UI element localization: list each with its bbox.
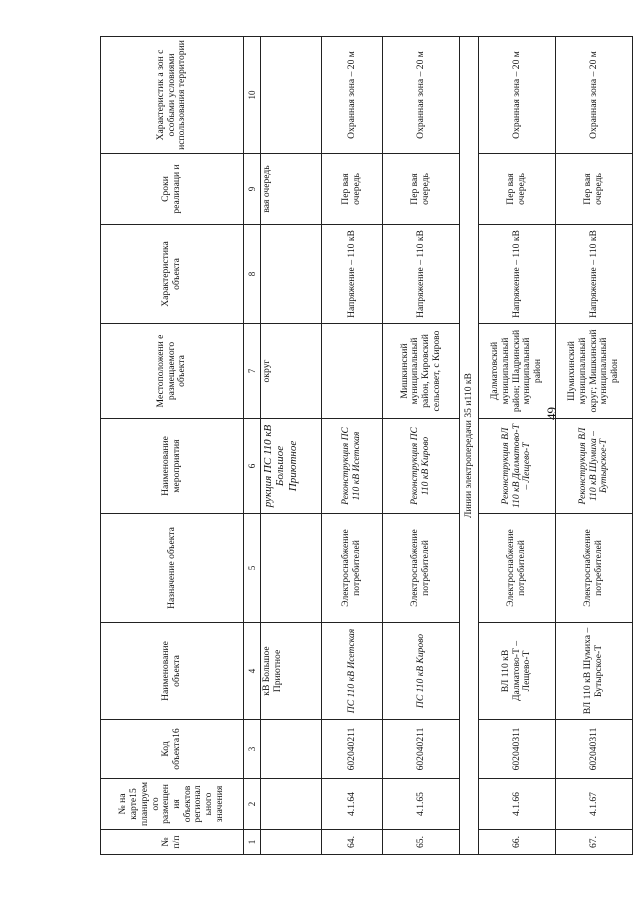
column-number: 2 <box>244 779 261 830</box>
header-cell-map-number: № на карте15 планируем ого размещен ия объектов регионал ьного значения <box>101 779 244 830</box>
header-cell-location: Местоположени е размещаемого объекта <box>101 324 244 419</box>
table-row <box>322 37 383 855</box>
column-number: 3 <box>244 720 261 779</box>
header-cell-object-code: Код объекта16 <box>101 720 244 779</box>
column-number: 6 <box>244 419 261 514</box>
cell-purpose: Электроснабжение потребителей <box>322 514 383 623</box>
header-cell-object-name: Наименование объекта <box>101 623 244 720</box>
cell-object-name: кВ Большое Приютное <box>261 623 322 720</box>
column-number: 8 <box>244 225 261 324</box>
cell-location: Шумихинский муниципальный округ; Мишкинский муниципальный район <box>556 324 633 419</box>
cell-object-code <box>261 720 322 779</box>
cell-characteristic: Напряжение – 110 кВ <box>479 225 556 324</box>
cell-map-number <box>261 779 322 830</box>
cell-object-code: 602040211 <box>383 720 460 779</box>
page-number: 49 <box>544 407 559 420</box>
cell-deadline: вая очередь <box>261 154 322 225</box>
cell-map-number: 4.1.67 <box>556 779 633 830</box>
cell-object-name: ВЛ 110 кВ Далматово-Т – Лещево-Т <box>479 623 556 720</box>
cell-purpose: Электроснабжение потребителей <box>383 514 460 623</box>
cell-characteristic: Напряжение – 110 кВ <box>556 225 633 324</box>
table-row <box>261 37 322 855</box>
cell-characteristic <box>261 225 322 324</box>
cell-deadline: Пер вая очередь <box>556 154 633 225</box>
cell-measure: Реконструкция ПС 110 кВ Кирово <box>383 419 460 514</box>
cell-object-code: 602040311 <box>556 720 633 779</box>
table-row <box>556 37 633 855</box>
cell-measure: Реконструкция ПС 110 кВ Исетская <box>322 419 383 514</box>
cell-map-number: 4.1.66 <box>479 779 556 830</box>
column-number-row <box>244 37 261 855</box>
header-cell-number: № п/п <box>101 830 244 855</box>
cell-object-name: ВЛ 110 кВ Шумиха – Бутырское-Т <box>556 623 633 720</box>
header-cell-zones: Характеристик а зон с особыми условиями использования территории <box>101 37 244 154</box>
table-row <box>383 37 460 855</box>
cell-measure: рукция ПС 110 кВ Большое Приютное <box>261 419 322 514</box>
cell-zones <box>261 37 322 154</box>
cell-location: Далматовский муниципальный район; Шадринский муниципальный район <box>479 324 556 419</box>
section-title: Линии электропередачи 35 и110 кВ <box>460 37 479 855</box>
cell-object-name: ПС 110 кВ Исетская <box>322 623 383 720</box>
cell-measure: Реконструкция ВЛ 110 кВ Далматово-Т – Лещево-Т <box>479 419 556 514</box>
cell-object-code: 602040311 <box>479 720 556 779</box>
column-number: 7 <box>244 324 261 419</box>
table-header-row <box>101 37 244 855</box>
cell-characteristic: Напряжение – 110 кВ <box>322 225 383 324</box>
cell-location <box>322 324 383 419</box>
table-row <box>479 37 556 855</box>
cell-characteristic: Напряжение – 110 кВ <box>383 225 460 324</box>
cell-number: 66. <box>479 830 556 855</box>
cell-deadline: Пер вая очередь <box>479 154 556 225</box>
header-cell-purpose: Назначение объекта <box>101 514 244 623</box>
objects-table <box>100 36 633 855</box>
cell-zones: Охранная зона – 20 м <box>383 37 460 154</box>
cell-object-code: 602040211 <box>322 720 383 779</box>
cell-location: Мишкинский муниципальный район, Кировский сельсовет, с Кирово <box>383 324 460 419</box>
cell-number: 65. <box>383 830 460 855</box>
section-row <box>460 37 479 855</box>
cell-purpose: Электроснабжение потребителей <box>479 514 556 623</box>
header-cell-deadline: Сроки реализаци и <box>101 154 244 225</box>
cell-purpose: Электроснабжение потребителей <box>556 514 633 623</box>
column-number: 10 <box>244 37 261 154</box>
cell-zones: Охранная зона – 20 м <box>479 37 556 154</box>
cell-deadline: Пер вая очередь <box>322 154 383 225</box>
cell-number <box>261 830 322 855</box>
cell-zones: Охранная зона – 20 м <box>322 37 383 154</box>
cell-location: округ <box>261 324 322 419</box>
column-number: 4 <box>244 623 261 720</box>
cell-number: 67. <box>556 830 633 855</box>
header-cell-measure: Наименование мероприятия <box>101 419 244 514</box>
cell-measure: Реконструкция ВЛ 110 кВ Шумиха – Бутырское-Т <box>556 419 633 514</box>
cell-map-number: 4.1.65 <box>383 779 460 830</box>
cell-map-number: 4.1.64 <box>322 779 383 830</box>
column-number: 5 <box>244 514 261 623</box>
cell-zones: Охранная зона – 20 м <box>556 37 633 154</box>
column-number: 9 <box>244 154 261 225</box>
cell-deadline: Пер вая очередь <box>383 154 460 225</box>
column-number: 1 <box>244 830 261 855</box>
header-cell-characteristic: Характеристика объекта <box>101 225 244 324</box>
cell-number: 64. <box>322 830 383 855</box>
cell-object-name: ПС 110 кВ Кирово <box>383 623 460 720</box>
cell-purpose <box>261 514 322 623</box>
